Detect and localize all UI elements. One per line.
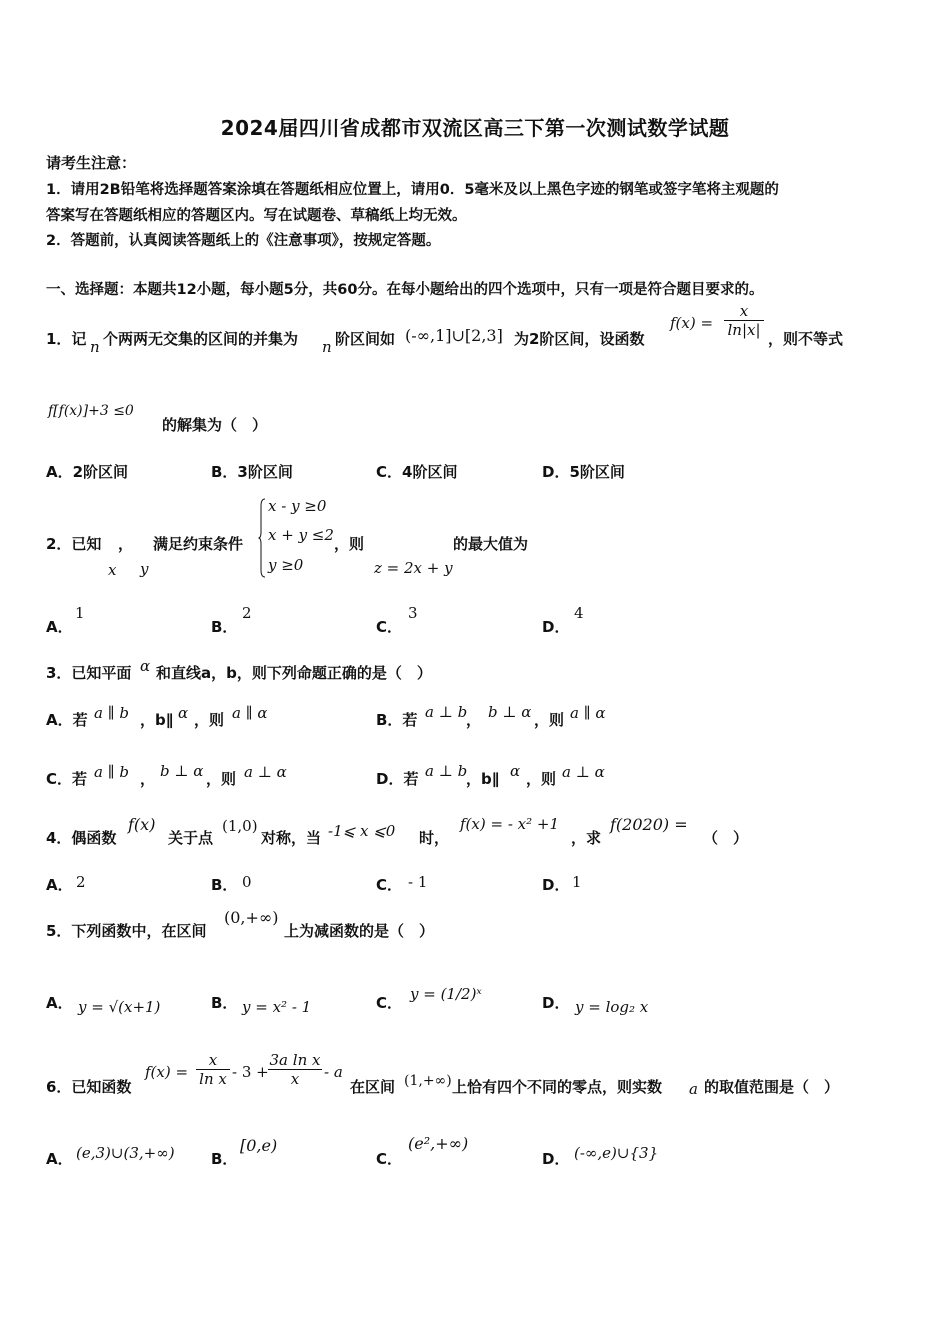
q6-tail: - a	[324, 1063, 343, 1081]
q2-constraint-2: x + y ≤2	[268, 526, 334, 544]
q6-fx: f(x) =	[145, 1063, 189, 1081]
q6-text-4: 的取值范围是（ ）	[704, 1078, 840, 1096]
q4-range: -1⩽ x ⩽0	[328, 822, 396, 840]
q3-c-cond-2: b ⊥ α	[160, 762, 204, 780]
q4-option-a-value: 2	[76, 873, 86, 891]
q4-point: (1,0)	[222, 817, 258, 835]
q5-option-d-value: y = log₂ x	[575, 998, 649, 1016]
q2-text-1: 2．已知	[46, 535, 102, 553]
q3-c-text-4: ，则	[206, 770, 237, 788]
q3-option-d-label: D．若	[376, 770, 419, 788]
q6-option-a-label: A．	[46, 1150, 73, 1168]
q3-text-2: 和直线a，b，则下列命题正确的是（ ）	[156, 664, 432, 682]
q6-param-a: a	[689, 1080, 698, 1098]
q5-option-d-label: D．	[542, 994, 570, 1012]
q5-text-1: 5．下列函数中，在区间	[46, 922, 207, 940]
q3-b-concl: a ∥ α	[570, 704, 606, 722]
q1-n-2: n	[322, 338, 332, 356]
q6-option-c-label: C．	[376, 1150, 403, 1168]
q3-d-concl: a ⊥ α	[562, 763, 605, 781]
q5-option-a-label: A．	[46, 994, 73, 1012]
q3-d-text-4: ，则	[526, 770, 557, 788]
q3-text-1: 3．已知平面	[46, 664, 132, 682]
q1-frac-den: ln|x|	[724, 320, 764, 339]
q2-text-4: 的最大值为	[453, 535, 529, 553]
q1-fraction	[724, 302, 764, 339]
q3-option-b-label: B．若	[376, 711, 418, 729]
q2-brace	[258, 498, 266, 578]
q6-frac2-den: x	[268, 1069, 322, 1088]
q1-option-a[interactable]: A．2阶区间	[46, 463, 129, 481]
q6-text-1: 6．已知函数	[46, 1078, 132, 1096]
section-heading: 一、选择题：本题共12小题，每小题5分，共60分。在每小题给出的四个选项中，只有一项是符合题目要求的。	[46, 282, 764, 298]
q5-option-c-value: y = (1/2)ˣ	[410, 985, 482, 1003]
q6-text-2: 在区间	[350, 1078, 396, 1096]
q2-constraint-3: y ≥0	[268, 556, 304, 574]
q3-b-text-2: ，	[466, 711, 482, 729]
q1-text-2: 个两两无交集的区间的并集为	[103, 330, 299, 348]
q2-option-b-label: B．	[211, 618, 238, 636]
q6-option-d-value: (-∞,e)∪{3}	[574, 1144, 659, 1162]
q6-option-b-label: B．	[211, 1150, 238, 1168]
q4-text-6: （ ）	[703, 829, 749, 847]
q2-option-b-value: 2	[242, 604, 252, 622]
q2-comma: ，	[118, 535, 134, 553]
notice-line-2: 答案写在答题纸相应的答题区内。写在试题卷、草稿纸上均无效。	[46, 208, 467, 224]
q2-option-a-label: A．	[46, 618, 73, 636]
q5-option-b-label: B．	[211, 994, 238, 1012]
q2-constraint-1: x - y ≥0	[268, 497, 327, 515]
q4-option-c-value: - 1	[408, 873, 428, 891]
q3-c-text-2: ，	[140, 770, 156, 788]
q6-text-3: 上恰有四个不同的零点，则实数	[452, 1078, 663, 1096]
q1-text-3: 阶区间如	[335, 330, 396, 348]
q2-option-d-label: D．	[542, 618, 570, 636]
q6-frac1-num: x	[208, 1051, 218, 1069]
q2-text-3: ，则	[334, 535, 365, 553]
q4-option-b-label: B．	[211, 876, 238, 894]
q1-interval: (-∞,1]∪[2,3]	[405, 326, 503, 345]
q3-d-cond-1: a ⊥ b	[425, 762, 468, 780]
q3-b-cond-1: a ⊥ b	[425, 703, 468, 721]
q3-option-c-label: C．若	[46, 770, 88, 788]
q3-a-text-2: ，b∥	[140, 711, 174, 729]
q1-text-1: 1．记	[46, 330, 87, 348]
q1-inequality: f[f(x)]+3 ≤0	[48, 403, 134, 419]
q5-text-2: 上为减函数的是（ ）	[284, 922, 435, 940]
q3-b-cond-2: b ⊥ α	[488, 703, 532, 721]
q2-option-c-value: 3	[408, 604, 418, 622]
q3-a-alpha: α	[178, 704, 189, 722]
q4-option-c-label: C．	[376, 876, 403, 894]
q2-option-d-value: 4	[574, 604, 584, 622]
q4-text-5: ，求	[571, 829, 602, 847]
q2-text-2: 满足约束条件	[153, 535, 244, 553]
q3-c-concl: a ⊥ α	[244, 763, 287, 781]
q4-expression: f(x) = - x² +1	[460, 815, 560, 833]
q5-option-c-label: C．	[376, 994, 403, 1012]
q2-option-c-label: C．	[376, 618, 403, 636]
notice-line-1: 1．请用2B铅笔将选择题答案涂填在答题纸相应位置上，请用0．5毫米及以上黑色字迹的钢笔或签字笔将主观题的	[46, 182, 779, 198]
notice-heading: 请考生注意：	[46, 154, 137, 172]
q3-b-text-4: ，则	[534, 711, 565, 729]
q3-a-concl: a ∥ α	[232, 704, 268, 722]
q3-a-text-4: ，则	[194, 711, 225, 729]
q1-fx: f(x) =	[670, 314, 714, 332]
q6-option-b-value: [0,e)	[240, 1136, 278, 1155]
q6-option-d-label: D．	[542, 1150, 570, 1168]
q3-a-cond-1: a ∥ b	[94, 704, 130, 722]
q2-var-y: y	[140, 560, 149, 578]
q6-interval: (1,+∞)	[404, 1073, 452, 1089]
q3-c-cond-1: a ∥ b	[94, 763, 130, 781]
q3-alpha: α	[140, 657, 151, 675]
q1-option-c[interactable]: C．4阶区间	[376, 463, 458, 481]
q5-option-b-value: y = x² - 1	[242, 998, 312, 1016]
q5-option-a-value: y = √(x+1)	[78, 998, 161, 1016]
q4-f2020: f(2020) =	[610, 815, 688, 834]
q1-text-5: ，则不等式	[768, 330, 844, 348]
page-title: 2024届四川省成都市双流区高三下第一次测试数学试题	[220, 116, 730, 140]
q2-objective: z = 2x + y	[374, 559, 453, 577]
q2-option-a-value: 1	[75, 604, 85, 622]
q4-text-3: 对称，当	[261, 829, 322, 847]
q4-option-a-label: A．	[46, 876, 73, 894]
q6-frac2-num: 3a ln x	[269, 1051, 321, 1069]
notice-line-3: 2．答题前，认真阅读答题纸上的《注意事项》，按规定答题。	[46, 233, 441, 249]
q4-text-4: 时，	[419, 829, 450, 847]
q2-var-x: x	[108, 561, 117, 579]
q6-frac1-den: ln x	[196, 1069, 230, 1088]
q4-fx: f(x)	[128, 815, 156, 834]
q4-text-2: 关于点	[168, 829, 214, 847]
q6-fraction-2	[268, 1051, 322, 1088]
q4-option-d-label: D．	[542, 876, 570, 894]
q4-text-1: 4．偶函数	[46, 829, 117, 847]
q4-option-d-value: 1	[572, 873, 582, 891]
q6-option-a-value: (e,3)∪(3,+∞)	[76, 1144, 175, 1162]
q1-text-4: 为2阶区间，设函数	[514, 330, 645, 348]
q1-option-d[interactable]: D．5阶区间	[542, 463, 625, 481]
q3-option-a-label: A．若	[46, 711, 88, 729]
q6-middle: - 3 +	[232, 1063, 269, 1081]
q1-text-6: 的解集为（ ）	[162, 416, 268, 434]
q1-option-b[interactable]: B．3阶区间	[211, 463, 293, 481]
q6-option-c-value: (e²,+∞)	[408, 1134, 469, 1153]
q4-option-b-value: 0	[242, 873, 252, 891]
q5-interval: (0,+∞)	[224, 908, 279, 927]
q3-d-text-2: ，b∥	[466, 770, 500, 788]
q3-d-alpha: α	[510, 762, 521, 780]
q6-fraction-1	[196, 1051, 230, 1088]
q1-frac-num: x	[739, 302, 749, 320]
q1-n-1: n	[90, 338, 100, 356]
